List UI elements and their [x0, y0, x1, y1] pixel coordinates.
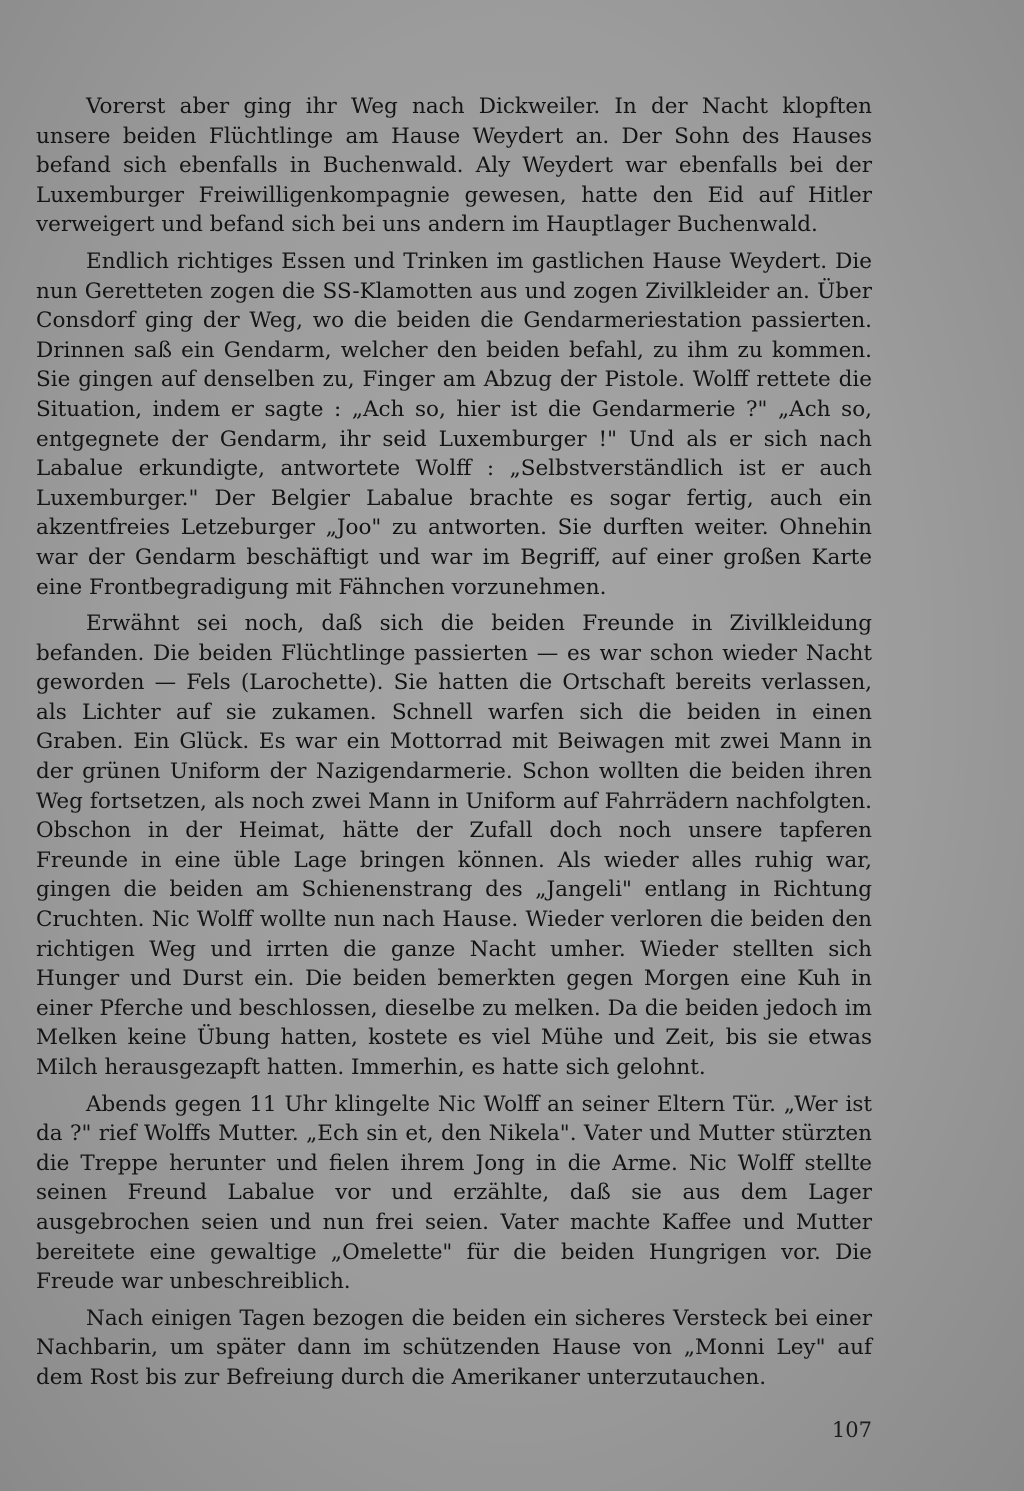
paragraph-4: Abends gegen 11 Uhr klingelte Nic Wolff an seiner Eltern Tür. „Wer ist da ?" rief Wolffs Mutter. „Ech sin et, den Nikela". Vater und Mutter stürzten die Treppe herunter und fielen ihrem Jong in die Arme. Nic Wolff stellte seinen Freund Labalue vor und erzählte, daß sie aus dem Lager ausgebrochen seien und nun frei seien. Vater machte Kaffee und Mutter bereitete eine gewaltige „Omelette" für die beiden Hungrigen vor. Die Freude war unbeschreiblich. [36, 1091, 872, 1295]
paragraph-2: Endlich richtiges Essen und Trinken im gastlichen Hause Weydert. Die nun Geretteten zogen die SS-Klamotten aus und zogen Zivilkleider an. Über Consdorf ging der Weg, wo die beiden die Gendarmeriestation passierten. Drinnen saß ein Gendarm, welcher den beiden befahl, zu ihm zu kommen. Sie gingen auf denselben zu, Finger am Abzug der Pistole. Wolff rettete die Situation, indem er sagte : „Ach so, hier ist die Gendarmerie ?" „Ach so, entgegnete der Gendarm, ihr seid Luxemburger !" Und als er sich nach Labalue erkundigte, antwortete Wolff : „Selbstverständlich ist er auch Luxemburger." Der Belgier Labalue brachte es sogar fertig, auch ein akzentfreies Letzeburger „Joo" zu antworten. Sie durften weiter. Ohnehin war der Gendarm beschäftigt und war im Begriff, auf einer großen Karte eine Frontbegradigung mit Fähnchen vorzunehmen. [36, 248, 872, 600]
paragraph-5: Nach einigen Tagen bezogen die beiden ein sicheres Versteck bei einer Nachbarin, um später dann im schützenden Hause von „Monni Ley" auf dem Rost bis zur Befreiung durch die Amerikaner unterzutauchen. [36, 1305, 872, 1390]
paragraph-3: Erwähnt sei noch, daß sich die beiden Freunde in Zivilkleidung befanden. Die beiden Flüchtlinge passierten — es war schon wieder Nacht geworden — Fels (Larochette). Sie hatten die Ortschaft bereits verlassen, als Lichter auf sie zukamen. Schnell warfen sich die beiden in einen Graben. Ein Glück. Es war ein Mottorrad mit Beiwagen mit zwei Mann in der grünen Uniform der Nazigendarmerie. Schon wollten die beiden ihren Weg fortsetzen, als noch zwei Mann in Uniform auf Fahrrädern nachfolgten. Obschon in der Heimat, hätte der Zufall doch noch unsere tapferen Freunde in eine üble Lage bringen können. Als wieder alles ruhig war, gingen die beiden am Schienenstrang des „Jangeli" entlang in Richtung Cruchten. Nic Wolff wollte nun nach Hause. Wieder verloren die beiden den richtigen Weg und irrten die ganze Nacht umher. Wieder stellten sich Hunger und Durst ein. Die beiden bemerkten gegen Morgen eine Kuh in einer Pferche und beschlossen, dieselbe zu melken. Da die beiden jedoch im Melken keine Übung hatten, kostete es viel Mühe und Zeit, bis sie etwas Milch herausgezapft hatten. Immerhin, es hatte sich gelohnt. [36, 611, 872, 1080]
paragraph-1: Vorerst aber ging ihr Weg nach Dickweiler. In der Nacht klopften unsere beiden Flüchtlinge am Hause Weydert an. Der Sohn des Hauses befand sich ebenfalls in Buchenwald. Aly Weydert war ebenfalls bei der Luxemburger Freiwilligenkompagnie gewesen, hatte den Eid auf Hitler verweigert und befand sich bei uns andern im Hauptlager Buchenwald. [36, 94, 872, 238]
page-body [36, 92, 872, 1400]
page-number: 107 [831, 1418, 872, 1442]
